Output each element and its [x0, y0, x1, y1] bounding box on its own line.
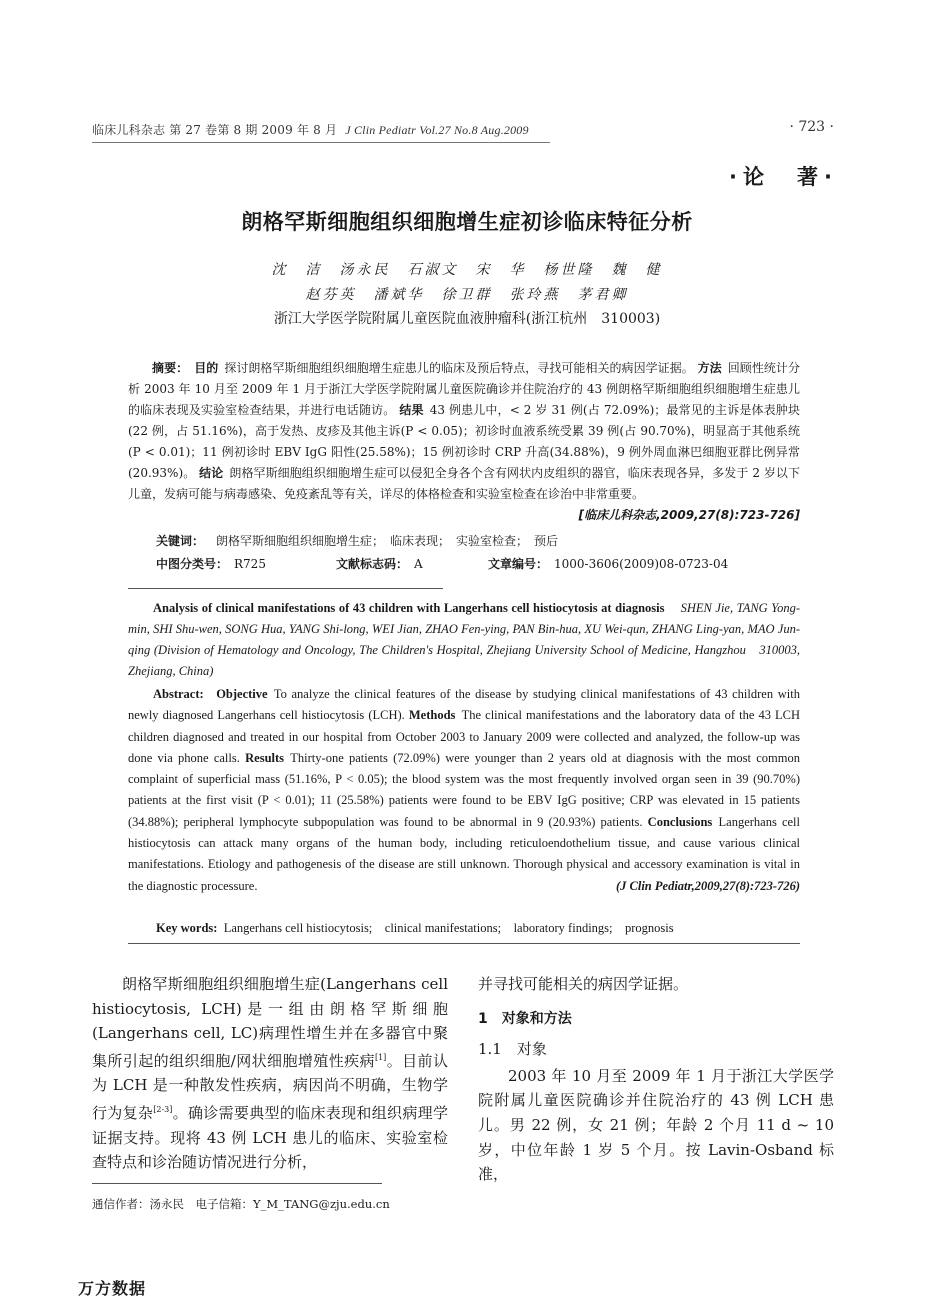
keywords-en-items: Langerhans cell histiocytosis; clinical manifestations; laboratory findings; prognosis: [223, 921, 674, 935]
journal-en: J Clin Pediatr Vol.27 No.8 Aug.2009: [345, 123, 529, 137]
divider: [128, 588, 443, 589]
results-label-cn: 结果: [399, 403, 424, 417]
keywords-cn-items: 朗格罕斯细胞组织细胞增生症； 临床表现； 实验室检查； 预后: [216, 534, 559, 548]
header-rule: [92, 142, 550, 143]
authors-line-2: 赵芬英 潘斌华 徐卫群 张玲燕 茅君卿: [305, 287, 629, 303]
doc-code-value: A: [414, 557, 423, 571]
abstract-en-label: Abstract:: [153, 687, 204, 701]
abstract-cn: [128, 358, 800, 526]
article-title: 朗格罕斯细胞组织细胞增生症初诊临床特征分析: [241, 210, 693, 234]
keywords-en: [156, 918, 674, 936]
footnote: 通信作者：汤永民 电子信箱：Y_M_TANG@zju.edu.cn: [92, 1197, 390, 1211]
intro-text-a: 朗格罕斯细胞组织细胞增生症(Langerhans cell histiocytosis, LCH)是一组由朗格罕斯细胞(Langerhans cell, LC)病理性增生并在多器官中聚集所引起的组织细胞/网状细胞增殖性疾病: [92, 975, 448, 1070]
conclusions-en: Langerhans cell histiocytosis can attack many organs of the human body, including reticuloendothelium tissue, and cause various clinical manifestations. Etiology and pathogenesis of the disease are still unknown. Thorough physical and accessory examination is vital in the diagnostic processure.: [128, 814, 801, 893]
subjects-paragraph: 2003 年 10 月至 2009 年 1 月于浙江大学医学院附属儿童医院确诊并住院治疗的 43 例 LCH 患儿。男 22 例，女 21 例；年龄 2 个月 11 d ~ 10 岁，中位年龄 1 岁 5 个月。按 Lavin-Osband 标准，: [478, 1066, 834, 1184]
authors-line-1: 沈 洁 汤永民 石淑文 宋 华 杨世隆 魏 健: [271, 262, 663, 278]
page-number: · 723 ·: [789, 119, 834, 135]
body-right-column: [478, 972, 834, 1187]
results-cn: 43 例患儿中，< 2 岁 31 例(占 72.09%)；最常见的主诉是体表肿块(22 例，占 51.16%)，高于发热、皮疹及其他主诉(P < 0.05)；初诊时血液系统受累 39 例(占 90.70%)，明显高于其他系统(P < 0.01)；11 例初诊时 EBV IgG 阳性(25.58%)；15 例初诊时 CRP 升高(34.88%)，9 例外周血淋巴细胞亚群比例异常(20.93%)。: [128, 403, 800, 480]
clc-value: R725: [234, 557, 266, 571]
section-label: ·论 著·: [729, 165, 838, 189]
conclusions-label-cn: 结论: [199, 466, 224, 480]
objective-label-en: Objective: [216, 687, 268, 701]
doc-code-label: 文献标志码：: [336, 557, 409, 571]
english-title: Analysis of clinical manifestations of 43 children with Langerhans cell histiocytosis at diagnosis: [153, 601, 665, 615]
ref-1: [1]: [374, 1052, 387, 1062]
classification-row: [156, 555, 728, 572]
footnote-rule: [92, 1183, 382, 1184]
affiliation: 浙江大学医学院附属儿童医院血液肿瘤科(浙江杭州 310003): [273, 311, 661, 327]
conclusions-label-en: Conclusions: [647, 814, 713, 829]
conclusions-cn: 朗格罕斯细胞组织细胞增生症可以侵犯全身各个含有网状内皮组织的器官，临床表现各异，多发于 2 岁以下儿童，发病可能与病毒感染、免疫紊乱等有关，详尽的体格检查和实验室检查在诊治中非常重要。: [128, 466, 800, 501]
english-title-block: [128, 598, 800, 682]
objective-en: To analyze the clinical features of the disease by studying clinical manifestations of 43 children with newly diagnosed Langerhans cell histiocytosis (LCH).: [128, 687, 800, 723]
watermark: 万方数据: [78, 1279, 147, 1298]
article-no-label: 文章编号：: [488, 557, 549, 571]
keywords-en-label: Key words:: [156, 921, 218, 935]
objective-label-cn: 目的: [194, 361, 219, 375]
keywords-cn: [156, 532, 558, 549]
methods-label-cn: 方法: [697, 361, 722, 375]
methods-label-en: Methods: [408, 708, 456, 723]
article-no-value: 1000-3606(2009)08-0723-04: [554, 557, 729, 571]
english-abstract: [128, 684, 800, 897]
methods-en: The clinical manifestations and the laboratory data of the 43 LCH children diagnosed and treated in our hospital from October 2003 to January 2009 were collected and analyzed, the follow-up was done via phone calls.: [128, 708, 801, 765]
intro-text-b: 。目前认为 LCH 是一种散发性疾病，病因尚不明确，生物学行为复杂: [92, 1051, 448, 1122]
english-affiliation: (Division of Hematology and Oncology, The Children's Hospital, Zhejiang University School of Medicine, Hangzhou 310003, Zhejiang, China): [128, 643, 801, 678]
body-left-column: [92, 972, 448, 1175]
intro-continuation: 并寻找可能相关的病因学证据。: [478, 975, 689, 993]
abstract-cn-label: 摘要：: [152, 361, 189, 375]
keywords-cn-label: 关键词：: [156, 534, 205, 548]
results-label-en: Results: [245, 750, 285, 765]
divider: [128, 943, 800, 944]
clc-label: 中图分类号：: [156, 557, 229, 571]
citation-en: (J Clin Pediatr,2009,27(8):723-726): [615, 878, 800, 893]
objective-cn: 探讨朗格罕斯细胞组织细胞增生症患儿的临床及预后特点，寻找可能相关的病因学证据。: [224, 361, 694, 375]
citation-cn: [临床儿科杂志,2009,27(8):723-726]: [578, 508, 800, 522]
intro-text-c: 。确诊需要典型的临床表现和组织病理学证据支持。现将 43 例 LCH 患儿的临床、实验室检查特点和诊治随访情况进行分析，: [92, 1103, 448, 1172]
section-heading-1: 1 对象和方法: [478, 1010, 572, 1027]
ref-2: [2-3]: [153, 1104, 173, 1114]
results-en: Thirty-one patients (72.09%) were younger than 2 years old at diagnosis with the most common complaint of superficial mass (51.16%, P < 0.05); the blood system was the most frequently involved organ seen in 39 (90.70%) patients at the first visit (P < 0.01); 11 (25.58%) patients were found to be EBV IgG positive; CRP was elevated in 15 patients (34.88%); peripheral lymphocyte subpopulation was found to be abnormal in 9 (20.93%) patients.: [128, 750, 801, 829]
english-authors: SHEN Jie, TANG Yong-min, SHI Shu-wen, SONG Hua, YANG Shi-long, WEI Jian, ZHAO Fen-ying, PAN Bin-hua, XU Wei-qun, ZHANG Ling-yan, MAO Jun-qing: [128, 601, 800, 657]
running-header: [92, 121, 529, 138]
section-heading-1-1: 1.1 对象: [478, 1040, 547, 1059]
intro-paragraph: [92, 972, 448, 1175]
journal-cn: 临床儿科杂志 第 27 卷第 8 期 2009 年 8 月: [92, 123, 338, 137]
methods-cn: 回顾性统计分析 2003 年 10 月至 2009 年 1 月于浙江大学医学院附属儿童医院确诊并住院治疗的 43 例朗格罕斯细胞组织细胞增生症患儿的临床表现及实验室检查结果，并进行电话随访。: [128, 361, 800, 417]
